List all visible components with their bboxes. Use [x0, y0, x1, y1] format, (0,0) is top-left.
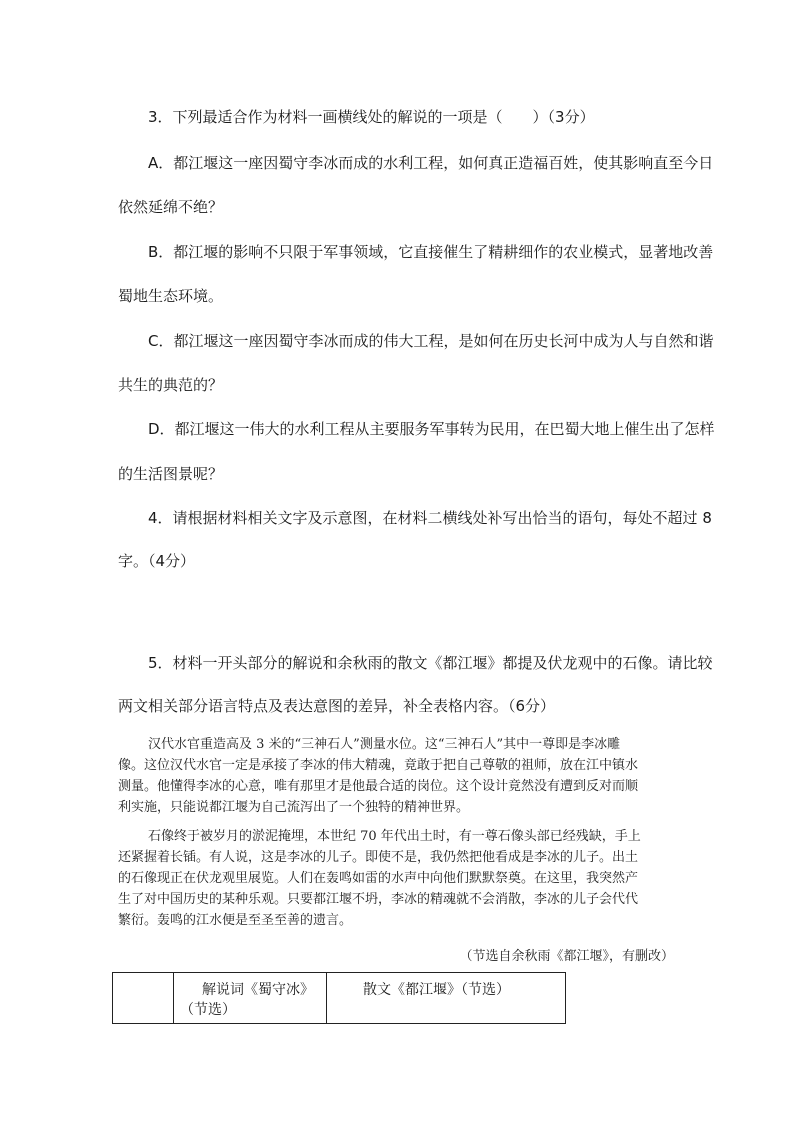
- q4-line2: 字。（4分）: [118, 552, 196, 570]
- excerpt-line: 像。这位汉代水官一定是承接了李冰的伟大精魂，竟敢于把自己尊敬的祖师，放在江中镇水: [118, 758, 639, 773]
- q5-line2: 两文相关部分语言特点及表达意图的差异，补全表格内容。（6分）: [118, 697, 556, 715]
- excerpt-line: 生了对中国历史的某种乐观。只要都江堰不坍，李冰的精魂就不会消散，李冰的儿子会代代: [118, 892, 639, 907]
- table-header-speech: [174, 973, 327, 1024]
- q3-option-b-line1: B．都江堰的影响不只限于军事领域，它直接催生了精耕细作的农业模式，显著地改善: [148, 243, 714, 261]
- table-header-essay: [327, 973, 566, 1024]
- excerpt-line: 还紧握着长锸。有人说，这是李冰的儿子。即使不是，我仍然把他看成是李冰的儿子。出土: [118, 850, 639, 865]
- excerpt-source: （节选自余秋雨《都江堰》，有删改）: [459, 949, 674, 964]
- excerpt-line: 石像终于被岁月的淤泥掩埋，本世纪 70 年代出土时，有一尊石像头部已经残缺，手上: [148, 829, 641, 844]
- q3-option-a-line2: 依然延绵不绝？: [118, 198, 224, 216]
- excerpt-line: 利实施，只能说都江堰为自己流泻出了一个独特的精神世界。: [118, 800, 470, 815]
- table-row: [113, 973, 566, 1024]
- q3-option-d-line2: 的生活图景呢？: [118, 465, 224, 483]
- q3-option-b-line2: 蜀地生态环境。: [118, 287, 224, 305]
- table-header-speech-note: （节选）: [180, 1002, 236, 1018]
- q3-stem: 3．下列最适合作为材料一画横线处的解说的一项是（ ）（3分）: [148, 108, 595, 126]
- excerpt-line: 汉代水官重造高及 3 米的“三神石人”测量水位。这“三神石人”其中一尊即是李冰雕: [148, 737, 621, 752]
- table-header-speech-title: 解说词《蜀守冰》: [202, 982, 314, 998]
- excerpt-line: 的石像现正在伏龙观里展览。人们在轰鸣如雷的水声中向他们默默祭奠。在这里，我突然产: [118, 871, 639, 886]
- q3-option-c-line1: C．都江堰这一座因蜀守李冰而成的伟大工程，是如何在历史长河中成为人与自然和谐: [148, 332, 714, 350]
- q3-option-a-line1: A．都江堰这一座因蜀守李冰而成的水利工程，如何真正造福百姓，使其影响直至今日: [148, 154, 714, 172]
- q3-option-c-line2: 共生的典范的？: [118, 376, 224, 394]
- table-header-blank: [113, 973, 174, 1024]
- table-header-essay-title: 散文《都江堰》（节选）: [363, 982, 510, 998]
- q3-option-d-line1: D．都江堰这一伟大的水利工程从主要服务军事转为民用，在巴蜀大地上催生出了怎样: [148, 420, 715, 438]
- q5-line1: 5．材料一开头部分的解说和余秋雨的散文《都江堰》都提及伏龙观中的石像。请比较: [148, 654, 713, 672]
- excerpt-line: 测量。他懂得李冰的心意，唯有那里才是他最合适的岗位。这个设计竟然没有遭到反对而顺: [118, 779, 639, 794]
- comparison-table: [112, 972, 566, 1024]
- q4-line1: 4．请根据材料相关文字及示意图，在材料二横线处补写出恰当的语句，每处不超过 8: [148, 509, 712, 527]
- excerpt-line: 繁衍。轰鸣的江水便是至圣至善的遗言。: [118, 913, 353, 928]
- essay-excerpt: [118, 736, 674, 966]
